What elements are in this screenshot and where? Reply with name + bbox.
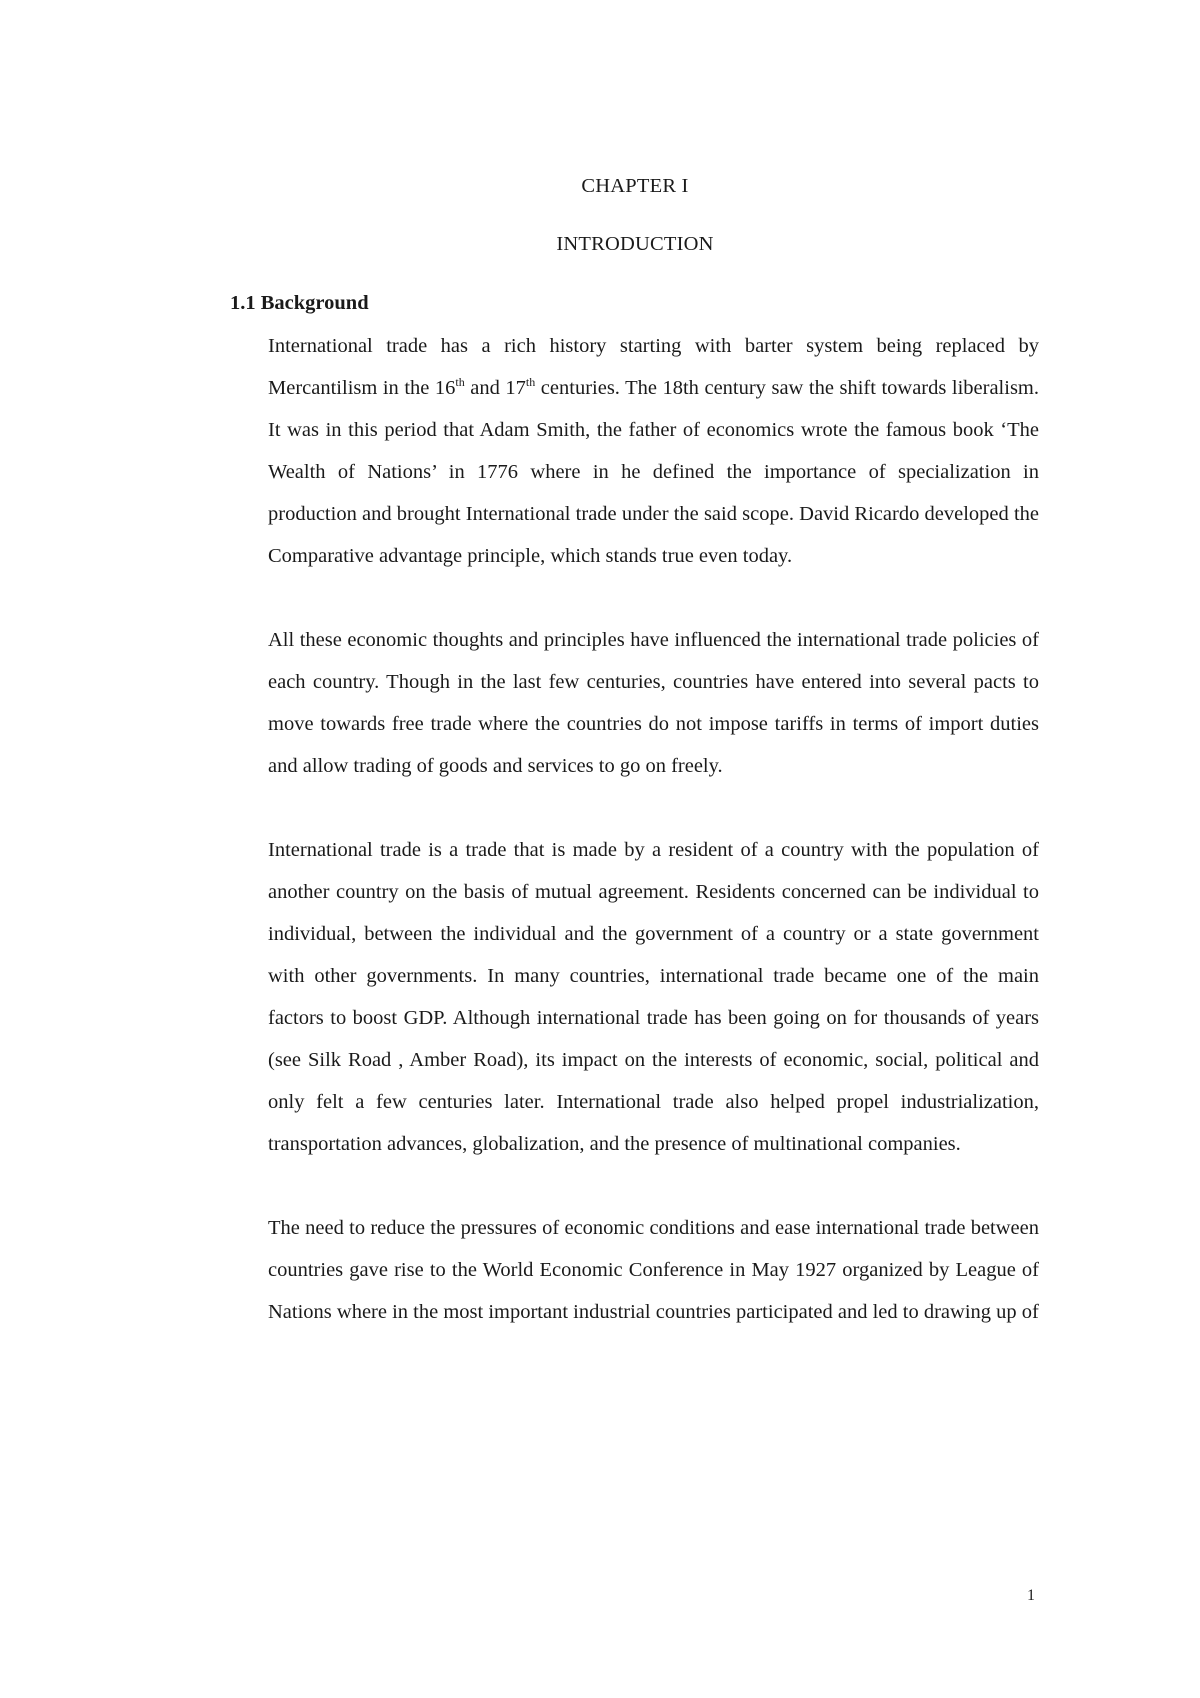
paragraph-1-text-b: and 17 xyxy=(464,377,526,399)
page-number: 1 xyxy=(1027,1587,1035,1604)
paragraph-1 xyxy=(268,325,1039,577)
ordinal-suffix: th xyxy=(525,375,536,390)
paragraph-1-text-a: International trade has a rich history starting with barter system being replaced by Mercantilism in the 16 xyxy=(268,335,1039,399)
chapter-title: INTRODUCTION xyxy=(556,233,714,255)
section-heading: 1.1 Background xyxy=(230,292,369,314)
paragraph-3: International trade is a trade that is made by a resident of a country with the population of another country on the basis of mutual agreement. Residents concerned can be individual to individual, between the individual and the government of a country or a state government with other governments. In many countries, international trade became one of the main factors to boost GDP. Although international trade has been going on for thousands of years (see Silk Road , Amber Road), its impact on the interests of economic, social, political and only felt a few centuries later. International trade also helped propel industrialization, transportation advances, globalization, and the presence of multinational companies. xyxy=(268,839,1039,1155)
body-text xyxy=(268,325,1039,1375)
paragraph-2: All these economic thoughts and principles have influenced the international trade policies of each country. Though in the last few centuries, countries have entered into several pacts to move towards free trade where the countries do not impose tariffs in terms of import duties and allow trading of goods and services to go on freely. xyxy=(268,629,1039,777)
paragraph-4: The need to reduce the pressures of economic conditions and ease international trade between countries gave rise to the World Economic Conference in May 1927 organized by League of Nations where in the most important industrial countries participated and led to drawing up of xyxy=(268,1217,1039,1323)
paragraph-1-text-c: centuries. The 18th century saw the shift towards liberalism. It was in this period that Adam Smith, the father of economics wrote the famous book ‘The Wealth of Nations’ in 1776 where in he defined the importance of specialization in production and brought International trade under the said scope. David Ricardo developed the Comparative advantage principle, which stands true even today. xyxy=(268,377,1039,567)
ordinal-suffix: th xyxy=(455,375,465,390)
chapter-number: CHAPTER I xyxy=(581,175,689,197)
